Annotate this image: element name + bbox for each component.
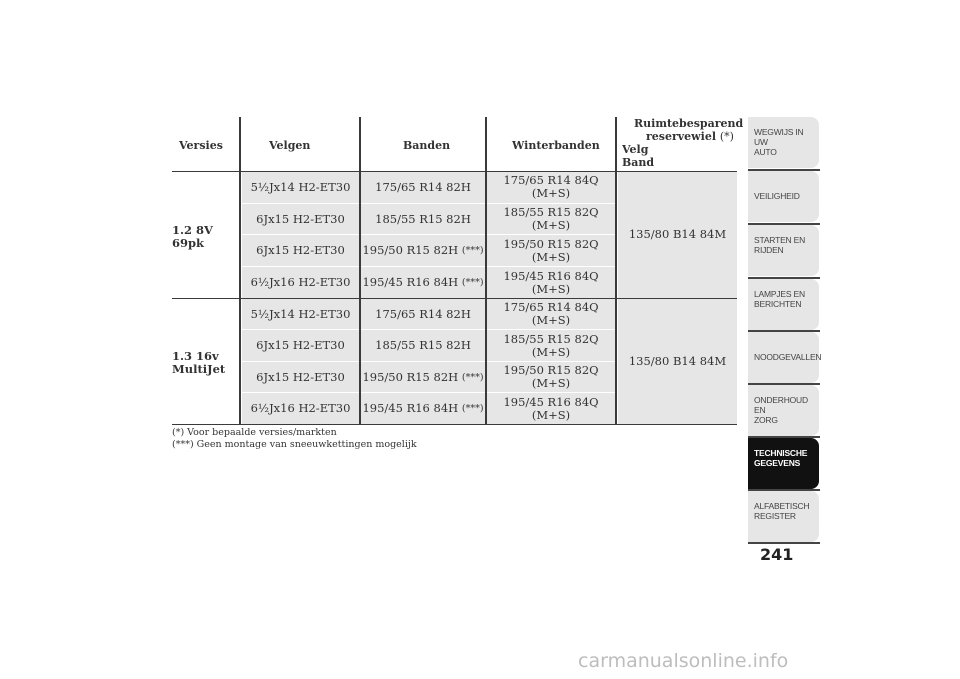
rim-cell: 6Jx15 H2-ET30 — [256, 338, 345, 352]
rim-cell: 6Jx15 H2-ET30 — [256, 369, 345, 384]
tyre-cell: 175/65 R14 82H — [375, 179, 471, 194]
tab-lampjes[interactable]: LAMPJES EN BERICHTEN — [748, 279, 819, 330]
tab-starten[interactable]: STARTEN EN RIJDEN — [748, 225, 819, 276]
footnote: (*) Voor bepaalde versies/markten — [172, 427, 337, 438]
header-winterbanden: Winterbanden — [512, 139, 600, 152]
rim-cell: 6½Jx16 H2-ET30 — [250, 275, 351, 289]
tyre-cell: 185/55 R15 82H — [375, 338, 471, 352]
rim-cell: 5½Jx14 H2-ET30 — [250, 306, 351, 321]
winter-tyre-cell: 175/65 R14 84Q (M+S) — [503, 173, 599, 200]
winter-tyre-cell: 185/55 R15 82Q (M+S) — [503, 331, 599, 359]
winter-tyre-cell: 195/50 R15 82Q (M+S) — [503, 236, 599, 264]
version-label: 1.3 16v MultiJet — [172, 349, 226, 376]
watermark: carmanualsonline.info — [578, 650, 789, 672]
tyre-cell: 195/50 R15 82H (***) — [362, 243, 484, 257]
tab-veiligheid[interactable]: VEILIGHEID — [748, 171, 819, 222]
footnote: (***) Geen montage van sneeuwkettingen mogelijk — [172, 439, 417, 450]
rim-cell: 6½Jx16 H2-ET30 — [250, 401, 351, 415]
tab-technische-gegevens[interactable]: TECHNISCHE GEGEVENS — [748, 438, 819, 489]
tab-noodgevallen[interactable]: NOODGEVALLEN — [748, 332, 819, 383]
header-versies: Versies — [179, 139, 223, 152]
tyre-cell: 195/50 R15 82H (***) — [362, 369, 484, 384]
winter-tyre-cell: 175/65 R14 84Q (M+S) — [503, 300, 599, 327]
column-rule — [615, 117, 617, 424]
header-reserve-band: Band — [622, 156, 655, 169]
tyre-cell: 185/55 R15 82H — [375, 211, 471, 226]
header-velgen: Velgen — [269, 139, 311, 152]
winter-tyre-cell: 195/45 R16 84Q (M+S) — [503, 268, 599, 296]
tyre-cell: 195/45 R16 84H (***) — [362, 275, 484, 289]
reserve-tyre: 135/80 B14 84M — [628, 354, 727, 368]
tab-onderhoud[interactable]: ONDERHOUD EN ZORG — [748, 385, 819, 436]
tyre-cell: 175/65 R14 82H — [375, 306, 471, 321]
header-reserve-velg: Velg — [622, 143, 649, 156]
header-banden: Banden — [403, 139, 451, 152]
table-header — [172, 117, 744, 170]
rim-cell: 6Jx15 H2-ET30 — [256, 243, 345, 257]
column-rule — [239, 117, 241, 424]
rim-cell: 6Jx15 H2-ET30 — [256, 211, 345, 226]
header-reserve-line2: reservewiel (*) — [646, 130, 734, 143]
tyre-cell: 195/45 R16 84H (***) — [362, 401, 484, 415]
winter-tyre-cell: 185/55 R15 82Q (M+S) — [503, 205, 599, 232]
page-number: 241 — [760, 545, 794, 564]
winter-tyre-cell: 195/45 R16 84Q (M+S) — [503, 394, 599, 422]
reserve-tyre: 135/80 B14 84M — [628, 227, 727, 241]
tab-wegwijs[interactable]: WEGWIJS IN UW AUTO — [748, 117, 819, 168]
winter-tyre-cell: 195/50 R15 82Q (M+S) — [503, 363, 599, 390]
rim-cell: 5½Jx14 H2-ET30 — [250, 179, 351, 194]
tab-alfabetisch[interactable]: ALFABETISCH REGISTER — [748, 491, 819, 542]
version-label: 1.2 8V 69pk — [172, 223, 213, 250]
table-bottom-rule — [172, 424, 737, 425]
header-reserve-line1: Ruimtebesparend — [634, 117, 744, 130]
